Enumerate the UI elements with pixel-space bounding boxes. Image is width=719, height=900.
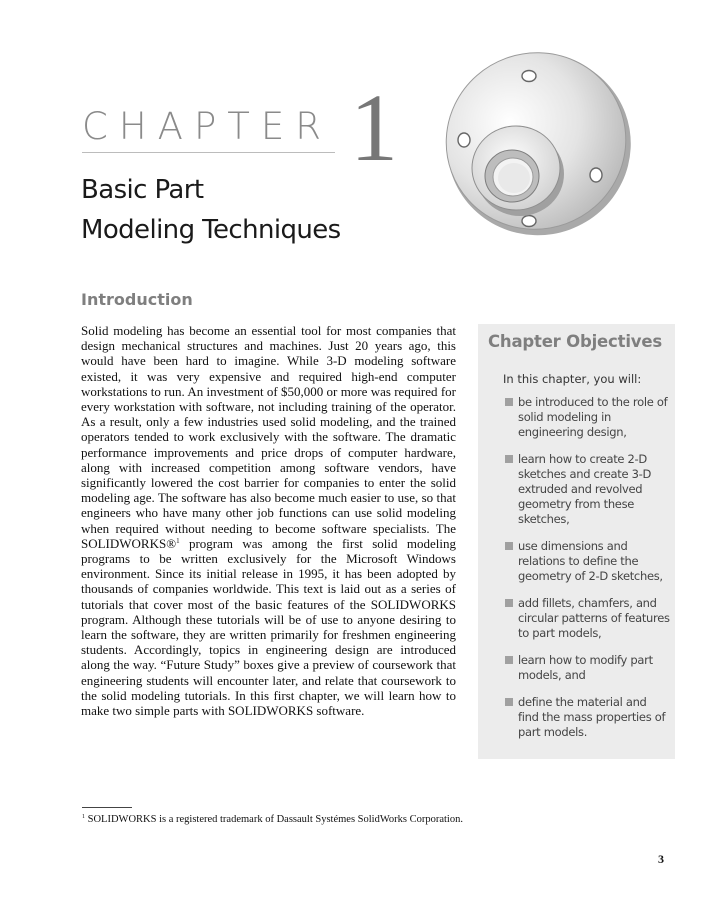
square-bullet-icon	[505, 656, 513, 664]
footnote-divider	[82, 807, 132, 808]
chapter-objectives-box	[478, 324, 675, 759]
chapter-title	[81, 170, 421, 250]
objective-item	[505, 452, 670, 527]
objective-item	[505, 695, 670, 740]
introduction-text-a: Solid modeling has become an essential tool for most companies that design mechanical structures and machines. Just 20 years ago, this would have been hard to imagine. While 3-D modeling software existed, it was very expensive and required high-end computer workstations to run. An investment of $50,000 or more was required for every workstation with software, not including training of the operator. As a result, only a few industries used solid modeling, and the trained operators tended to work exclusively with the software. The dramatic performance improvements and price drops of computer hardware, along with increased competition among software vendors, have significantly lowered the cost barrier for companies to enter the solid modeling age. The software has also become much easier to use, so that engineers who have many other job functions can use solid modeling when required without needing to become software specialists. The SOLIDWORKS®	[81, 323, 456, 551]
introduction-paragraph	[81, 323, 456, 718]
introduction-heading: Introduction	[81, 290, 193, 309]
objectives-intro: In this chapter, you will:	[503, 372, 642, 386]
objective-text: define the material and find the mass properties of part models.	[518, 695, 666, 739]
footnote-text: SOLIDWORKS is a registered trademark of Dassault Systémes SolidWorks Corporation.	[87, 814, 463, 825]
objective-text: learn how to modify part models, and	[518, 653, 653, 682]
footnote-reference: 1	[176, 536, 180, 545]
chapter-title-line-2: Modeling Techniques	[81, 215, 341, 245]
objective-item	[505, 596, 670, 641]
square-bullet-icon	[505, 455, 513, 463]
objective-item	[505, 539, 670, 584]
objective-text: add fillets, chamfers, and circular patterns of features to part models,	[518, 596, 670, 640]
footnote	[82, 814, 463, 825]
objective-text: learn how to create 2-D sketches and create 3-D extruded and revolved geometry from these sketches,	[518, 452, 652, 526]
square-bullet-icon	[505, 599, 513, 607]
flange-part-illustration	[440, 44, 636, 240]
footnote-marker: 1	[82, 814, 85, 820]
square-bullet-icon	[505, 698, 513, 706]
objective-item	[505, 395, 670, 440]
square-bullet-icon	[505, 542, 513, 550]
introduction-text-b: program was among the first solid modeling programs to be written exclusively for the Microsoft Windows environment. Since its initial release in 1995, it has been adopted by thousands of companies worldwide. This text is laid out as a series of tutorials that cover most of the basic features of the SOLIDWORKS program. Although these tutorials will be of use to anyone desiring to learn the software, they are written primarily for freshmen engineering students. Accordingly, topics in engineering design are introduced along the way. “Future Study” boxes give a preview of coursework that engineering students will encounter later, and relate that coursework to the solid modeling tutorials. In this first chapter, we will learn how to make two simple parts with SOLIDWORKS software.	[81, 535, 456, 719]
chapter-label: CHAPTER	[82, 105, 332, 148]
square-bullet-icon	[505, 398, 513, 406]
page-number: 3	[658, 852, 664, 866]
chapter-title-line-1: Basic Part	[81, 175, 204, 205]
objectives-list	[505, 395, 670, 752]
chapter-number: 1	[350, 74, 398, 181]
objective-item	[505, 653, 670, 683]
chapter-rule	[82, 152, 335, 153]
objectives-heading: Chapter Objectives	[488, 332, 662, 351]
objective-text: use dimensions and relations to define the geometry of 2-D sketches,	[518, 539, 663, 583]
objective-text: be introduced to the role of solid modeling in engineering design,	[518, 395, 668, 439]
